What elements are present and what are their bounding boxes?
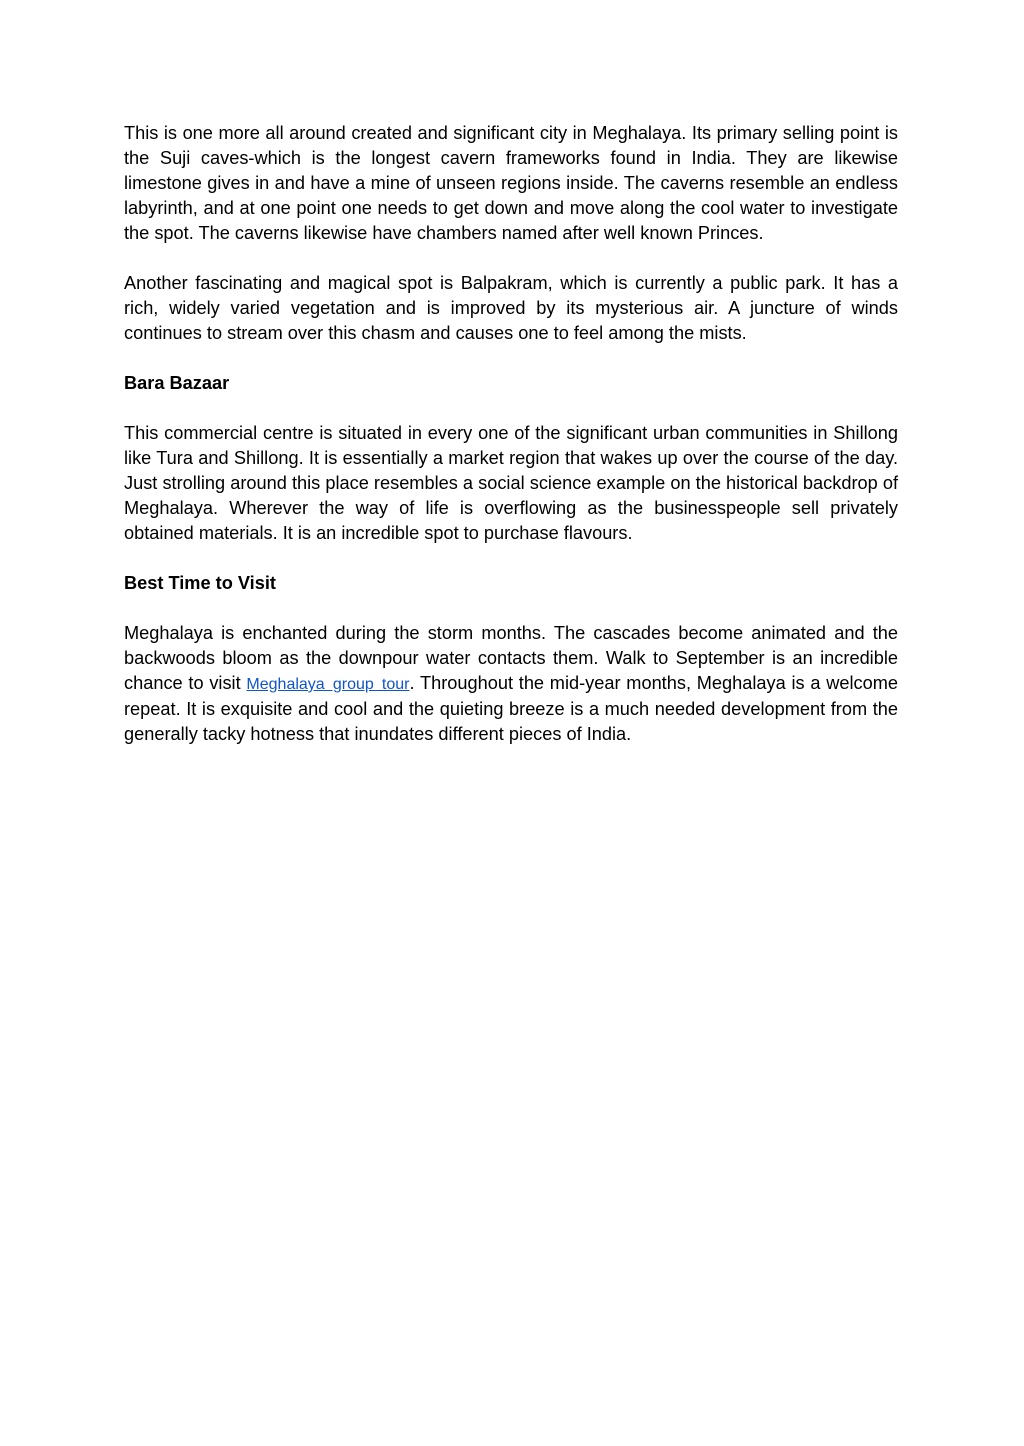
heading-best-time-to-visit: Best Time to Visit — [124, 573, 276, 593]
meghalaya-group-tour-link[interactable]: Meghalaya group tour — [246, 676, 410, 693]
paragraph-best-time — [124, 621, 898, 747]
paragraph-suji-caves: This is one more all around created and significant city in Meghalaya. Its primary selling point is the Suji caves-which is the longest cavern frameworks found in India. They are likewise limestone gives in and have a mine of unseen regions inside. The caverns resemble an endless labyrinth, and at one point one needs to get down and move along the cool water to investigate the spot. The caverns likewise have chambers named after well known Princes. — [124, 123, 898, 243]
paragraph-bara-bazaar: This commercial centre is situated in every one of the significant urban communities in Shillong like Tura and Shillong. It is essentially a market region that wakes up over the course of the day. Just strolling around this place resembles a social science example on the historical backdrop of Meghalaya. Wherever the way of life is overflowing as the businesspeople sell privately obtained materials. It is an incredible spot to purchase flavours. — [124, 423, 898, 543]
paragraph-best-time-text-end: . Throughout the mid-year months, Meghalaya is a welcome repeat. It is exquisite and cool and the quieting breeze is a much needed development from the generally tacky hotness that inundates different pieces of India. — [124, 673, 899, 744]
paragraph-balpakram: Another fascinating and magical spot is Balpakram, which is currently a public park. It has a rich, widely varied vegetation and is improved by its mysterious air. A juncture of winds continues to stream over this chasm and causes one to feel among the mists. — [124, 273, 898, 343]
heading-bara-bazaar: Bara Bazaar — [124, 373, 230, 393]
paragraph-best-time-text-start: Meghalaya is enchanted during the storm months. The cascades become animated and the backwoods bloom as the downpour water contacts them. Walk to September is an incredible chance to visit — [124, 623, 898, 693]
document-page — [124, 121, 898, 772]
